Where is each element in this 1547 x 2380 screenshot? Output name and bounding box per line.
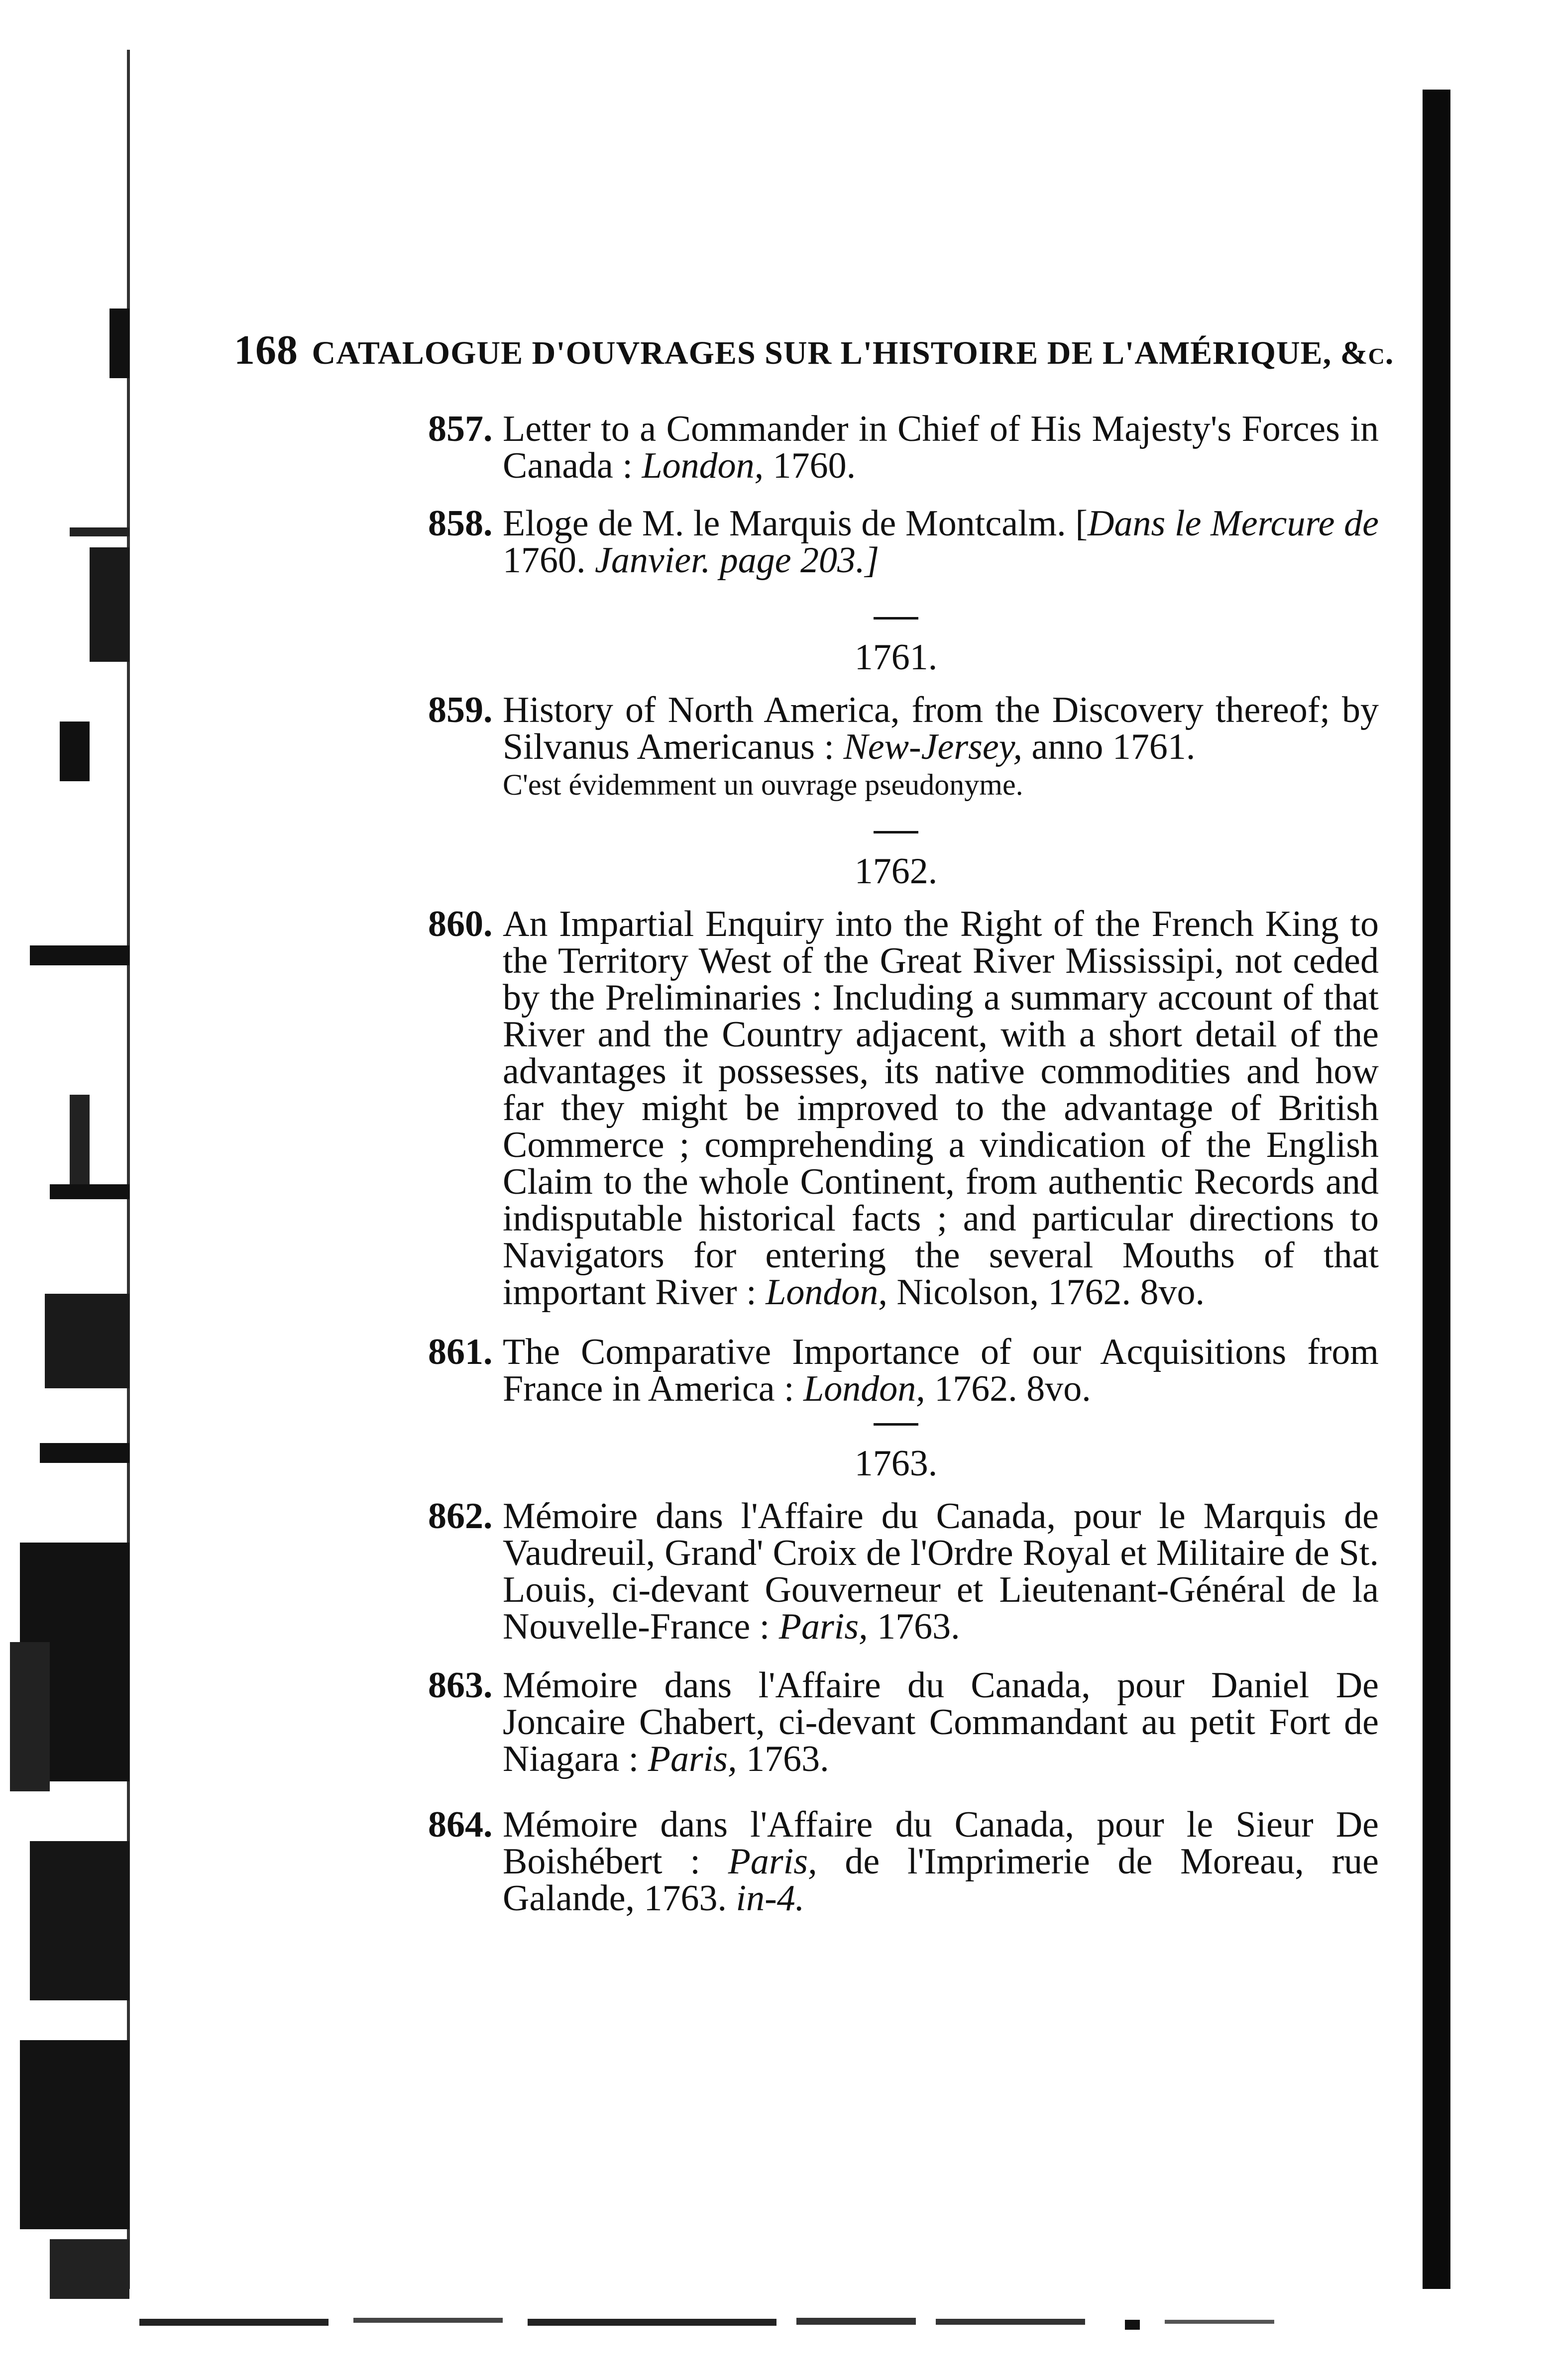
- entry-rest: 1762. 8vo.: [925, 1368, 1091, 1409]
- entry-number: 857.: [428, 409, 493, 449]
- year-heading-1761: [747, 617, 1045, 679]
- entry-source-detail: Janvier. page 203.]: [595, 540, 880, 581]
- entry-number: 859.: [428, 690, 493, 730]
- entry-rest: de l'Imprimerie de Moreau, rue Galande, 1763.: [503, 1841, 1379, 1919]
- year-rule: [874, 831, 918, 833]
- entry-text: Letter to a Commander in Chief of His Majesty's Forces in Canada :: [503, 409, 1379, 486]
- running-header: [234, 326, 1419, 374]
- entry-text: Eloge de M. le Marquis de Montcalm. [: [503, 503, 1088, 544]
- entry-place: Paris,: [648, 1739, 737, 1779]
- year-heading-1763: [747, 1423, 1045, 1485]
- catalogue-entry-861: [428, 1332, 1379, 1409]
- entry-rest: 1760.: [503, 540, 595, 581]
- entry-number: 862.: [428, 1496, 493, 1537]
- catalogue-entry-857: [428, 409, 1379, 486]
- year-label: 1763.: [854, 1443, 938, 1484]
- entry-place: London,: [803, 1368, 925, 1409]
- entry-place: Paris,: [728, 1841, 817, 1882]
- catalogue-entry-859: [428, 690, 1379, 801]
- year-label: 1761.: [854, 637, 938, 678]
- entry-number: 858.: [428, 503, 493, 544]
- entry-number: 863.: [428, 1665, 493, 1706]
- entry-rest: 1763.: [737, 1739, 829, 1779]
- entry-rest: anno 1761.: [1022, 726, 1196, 767]
- entry-number: 864.: [428, 1804, 493, 1845]
- scan-edge-bottom: [139, 2314, 1434, 2344]
- entry-source: Dans le Mercure de: [1088, 503, 1379, 544]
- year-rule: [874, 1423, 918, 1426]
- entry-format: in-4.: [736, 1878, 805, 1919]
- entry-text: Mémoire dans l'Affaire du Canada, pour Daniel De Joncaire Chabert, ci-devant Commandant au petit Fort de Niagara :: [503, 1665, 1379, 1779]
- entry-rest: 1763.: [868, 1606, 960, 1647]
- entry-text: An Impartial Enquiry into the Right of the French King to the Territory West of the Great River Mississipi, not ceded by the Preliminaries : Including a summary account of that River and the Country adjacent, with a short detail of the advantages it possesses, its native commodities and how far they might be improved to the advantage of British Commerce ; comprehending a vindication of the English Claim to the whole Continent, from authentic Records and indisputable historical facts ; and particular directions to Navigators for entering the several Mouths of that important River :: [503, 904, 1379, 1313]
- entry-text: The Comparative Importance of our Acquisitions from France in America :: [503, 1332, 1379, 1409]
- year-label: 1762.: [854, 851, 938, 892]
- year-rule: [874, 617, 918, 620]
- entry-text: Mémoire dans l'Affaire du Canada, pour le Marquis de Vaudreuil, Grand' Croix de l'Ordre Royal et Militaire de St. Louis, ci-devant Gouverneur et Lieutenant-Général de la Nouvelle-France :: [503, 1496, 1379, 1647]
- entry-place: London,: [766, 1272, 887, 1313]
- scan-edge-right-bar: [1423, 90, 1450, 2289]
- page-number: 168: [234, 327, 298, 373]
- entry-place: London,: [642, 445, 764, 486]
- entry-place: Paris,: [778, 1606, 868, 1647]
- entry-text: History of North America, from the Discovery thereof; by Silvanus Americanus :: [503, 690, 1379, 767]
- entry-place: New-Jersey,: [843, 726, 1023, 767]
- entry-rest: Nicolson, 1762. 8vo.: [887, 1272, 1205, 1313]
- catalogue-entry-864: [428, 1804, 1379, 1919]
- catalogue-entry-862: [428, 1496, 1379, 1647]
- catalogue-entry-858: [428, 503, 1379, 581]
- catalogue-entry-860: [428, 904, 1379, 1313]
- running-title: CATALOGUE D'OUVRAGES SUR L'HISTOIRE DE L'AMÉRIQUE, &c.: [312, 335, 1394, 371]
- year-heading-1762: [747, 831, 1045, 893]
- entry-number: 861.: [428, 1332, 493, 1372]
- entry-number: 860.: [428, 904, 493, 944]
- entry-rest: 1760.: [764, 445, 856, 486]
- entry-text: Mémoire dans l'Affaire du Canada, pour le Sieur De Boishébert :: [503, 1804, 1379, 1882]
- catalogue-entry-863: [428, 1665, 1379, 1779]
- scan-edge-left: [0, 0, 164, 2380]
- entry-note: C'est évidemment un ouvrage pseudonyme.: [503, 768, 1023, 801]
